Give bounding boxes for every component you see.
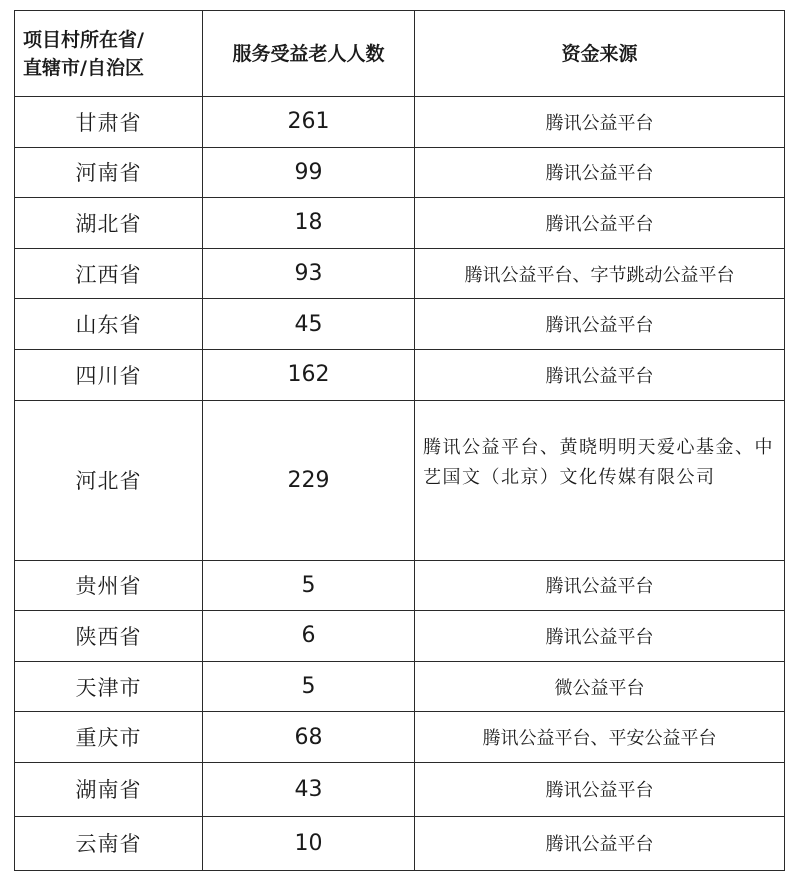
count-cell: 43 xyxy=(203,762,415,816)
count-cell: 10 xyxy=(203,816,415,870)
province-cell: 河南省 xyxy=(15,147,203,198)
count-cell: 229 xyxy=(203,400,415,560)
count-cell: 99 xyxy=(203,147,415,198)
source-cell: 腾讯公益平台 xyxy=(415,97,785,148)
table-row xyxy=(15,611,785,662)
province-cell: 重庆市 xyxy=(15,712,203,763)
province-cell: 云南省 xyxy=(15,816,203,870)
province-cell: 天津市 xyxy=(15,661,203,712)
count-cell: 6 xyxy=(203,611,415,662)
table-row xyxy=(15,248,785,299)
count-cell: 162 xyxy=(203,349,415,400)
table-row xyxy=(15,560,785,611)
source-cell: 腾讯公益平台 xyxy=(415,560,785,611)
header-source: 资金来源 xyxy=(415,11,785,97)
table-row xyxy=(15,147,785,198)
count-cell: 5 xyxy=(203,560,415,611)
source-cell: 腾讯公益平台、字节跳动公益平台 xyxy=(415,248,785,299)
count-cell: 93 xyxy=(203,248,415,299)
header-row xyxy=(15,11,785,97)
header-province-line1: 项目村所在省/ xyxy=(23,28,144,51)
province-cell: 山东省 xyxy=(15,299,203,350)
province-cell: 湖南省 xyxy=(15,762,203,816)
count-cell: 261 xyxy=(203,97,415,148)
source-cell: 腾讯公益平台 xyxy=(415,299,785,350)
province-cell: 江西省 xyxy=(15,248,203,299)
province-cell: 贵州省 xyxy=(15,560,203,611)
table-row xyxy=(15,299,785,350)
source-cell: 腾讯公益平台 xyxy=(415,816,785,870)
beneficiary-table xyxy=(14,10,785,871)
source-cell: 腾讯公益平台、平安公益平台 xyxy=(415,712,785,763)
count-cell: 18 xyxy=(203,198,415,249)
province-cell: 甘肃省 xyxy=(15,97,203,148)
table-row xyxy=(15,97,785,148)
table-row xyxy=(15,349,785,400)
table-row xyxy=(15,661,785,712)
table-row xyxy=(15,816,785,870)
province-cell: 河北省 xyxy=(15,400,203,560)
header-province-line2: 直辖市/自治区 xyxy=(23,56,144,79)
source-cell: 腾讯公益平台 xyxy=(415,198,785,249)
source-cell: 腾讯公益平台 xyxy=(415,762,785,816)
province-cell: 四川省 xyxy=(15,349,203,400)
source-cell: 腾讯公益平台、黄晓明明天爱心基金、中艺国文（北京）文化传媒有限公司 xyxy=(415,400,785,560)
header-province xyxy=(15,11,203,97)
count-cell: 45 xyxy=(203,299,415,350)
table-row xyxy=(15,762,785,816)
table-row xyxy=(15,400,785,560)
source-cell: 腾讯公益平台 xyxy=(415,349,785,400)
table-row xyxy=(15,198,785,249)
province-cell: 陕西省 xyxy=(15,611,203,662)
source-cell: 微公益平台 xyxy=(415,661,785,712)
source-cell: 腾讯公益平台 xyxy=(415,611,785,662)
count-cell: 68 xyxy=(203,712,415,763)
source-cell: 腾讯公益平台 xyxy=(415,147,785,198)
table-row xyxy=(15,712,785,763)
province-cell: 湖北省 xyxy=(15,198,203,249)
header-count: 服务受益老人人数 xyxy=(203,11,415,97)
count-cell: 5 xyxy=(203,661,415,712)
